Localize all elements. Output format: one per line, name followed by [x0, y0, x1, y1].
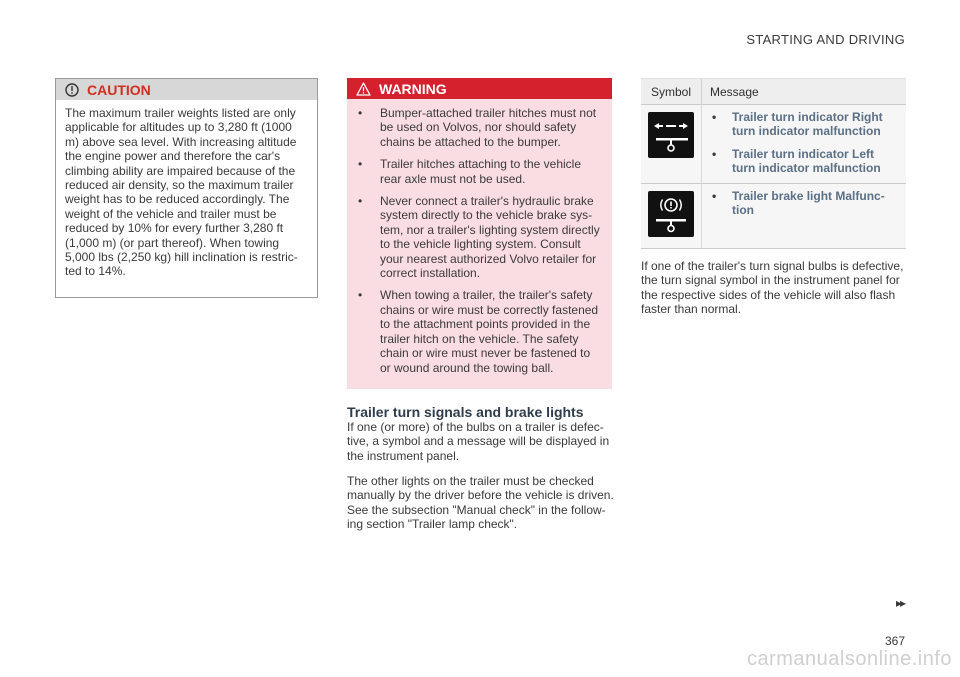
list-item	[356, 157, 604, 186]
section-heading: Trailer turn signals and brake lights	[347, 404, 584, 420]
symbol-cell	[641, 184, 702, 248]
symbol-message-table	[641, 78, 906, 249]
message-cell	[702, 105, 906, 183]
column-header-symbol: Symbol	[650, 84, 691, 99]
list-item	[356, 288, 604, 374]
next-page-arrows-icon: ▸▸	[895, 596, 904, 610]
trailer-turn-indicator-icon	[648, 112, 694, 158]
trailer-brake-light-icon	[648, 191, 694, 237]
message-text: Trailer turn indicator Left turn indicator malfunction	[732, 146, 881, 176]
caution-title: CAUTION	[87, 81, 151, 98]
list-item-text: When towing a trailer, the trailer's safety chains or wire must be correctly fastened to the attachment points provided in the trailer hitch on the vehicle. The safety chain or wire must never be fastened to or wound around the towing ball.	[380, 288, 599, 375]
bullet: •	[712, 146, 717, 161]
bullet: •	[712, 189, 717, 203]
bullet: •	[358, 288, 363, 303]
running-head: STARTING AND DRIVING	[746, 32, 905, 47]
exclamation-circle-icon	[65, 83, 79, 97]
symbol-cell	[641, 105, 702, 183]
list-item	[708, 147, 900, 176]
list-item-text: Never connect a trailer's hydraulic brake system directly to the vehicle brake sys-tem, nor a trailer's lighting system directly to the vehicle lighting system. Consult your nearest authorized Volvo retailer for correct installation.	[380, 194, 600, 281]
page-number: 367	[884, 634, 905, 648]
caution-text: The maximum trailer weights listed are only applicable for altitudes up to 3,280 ft (1000 m) above sea level. With increasing altitude the engine power and therefore the car's climbing ability are impaired because of the reduced air density, so the maximum trailer weight has to be reduced accordingly. The weight of the vehicle and trailer must be reduced by 10% for every further 3,280 ft (1,000 m) (or part thereof). When towing 5,000 lbs (2,250 kg) hill inclination is restric-ted to 14%.	[65, 106, 298, 279]
bullet: •	[358, 157, 363, 172]
warning-triangle-icon	[356, 82, 371, 96]
bullet: •	[712, 110, 717, 124]
table-header	[641, 78, 906, 105]
caution-header	[56, 79, 317, 100]
caution-box	[55, 78, 318, 298]
list-item	[708, 110, 900, 139]
list-item	[356, 106, 604, 149]
warning-title: WARNING	[379, 80, 447, 97]
list-item	[708, 189, 900, 218]
warning-list	[347, 99, 612, 375]
table-row	[641, 184, 906, 249]
warning-box	[347, 78, 612, 389]
section-paragraph: The other lights on the trailer must be checked manually by the driver before the vehicle is driven. See the subsection "Manual check" in the follow-ing section "Trailer lamp check".	[347, 474, 614, 532]
bullet: •	[358, 194, 363, 209]
section-paragraph: If one (or more) of the bulbs on a trailer is defec-tive, a symbol and a message will be displayed in the instrument panel.	[347, 420, 610, 463]
list-item	[356, 194, 604, 280]
warning-header	[347, 78, 612, 99]
list-item-text: Bumper-attached trailer hitches must not be used on Volvos, nor should safety chains be attached to the bumper.	[380, 106, 597, 149]
message-text: Trailer brake light Malfunc-tion	[732, 189, 885, 218]
turn-signal-paragraph: If one of the trailer's turn signal bulbs is defective, the turn signal symbol in the instrument panel for the respective sides of the vehicle will also flash faster than normal.	[641, 259, 904, 317]
list-item-text: Trailer hitches attaching to the vehicle rear axle must not be used.	[380, 157, 581, 186]
table-row	[641, 105, 906, 184]
bullet: •	[358, 106, 363, 120]
column-header-message: Message	[701, 79, 759, 104]
watermark: carmanualsonline.info	[746, 648, 952, 670]
message-text: Trailer turn indicator Right turn indicator malfunction	[732, 110, 883, 139]
message-cell	[702, 184, 906, 248]
